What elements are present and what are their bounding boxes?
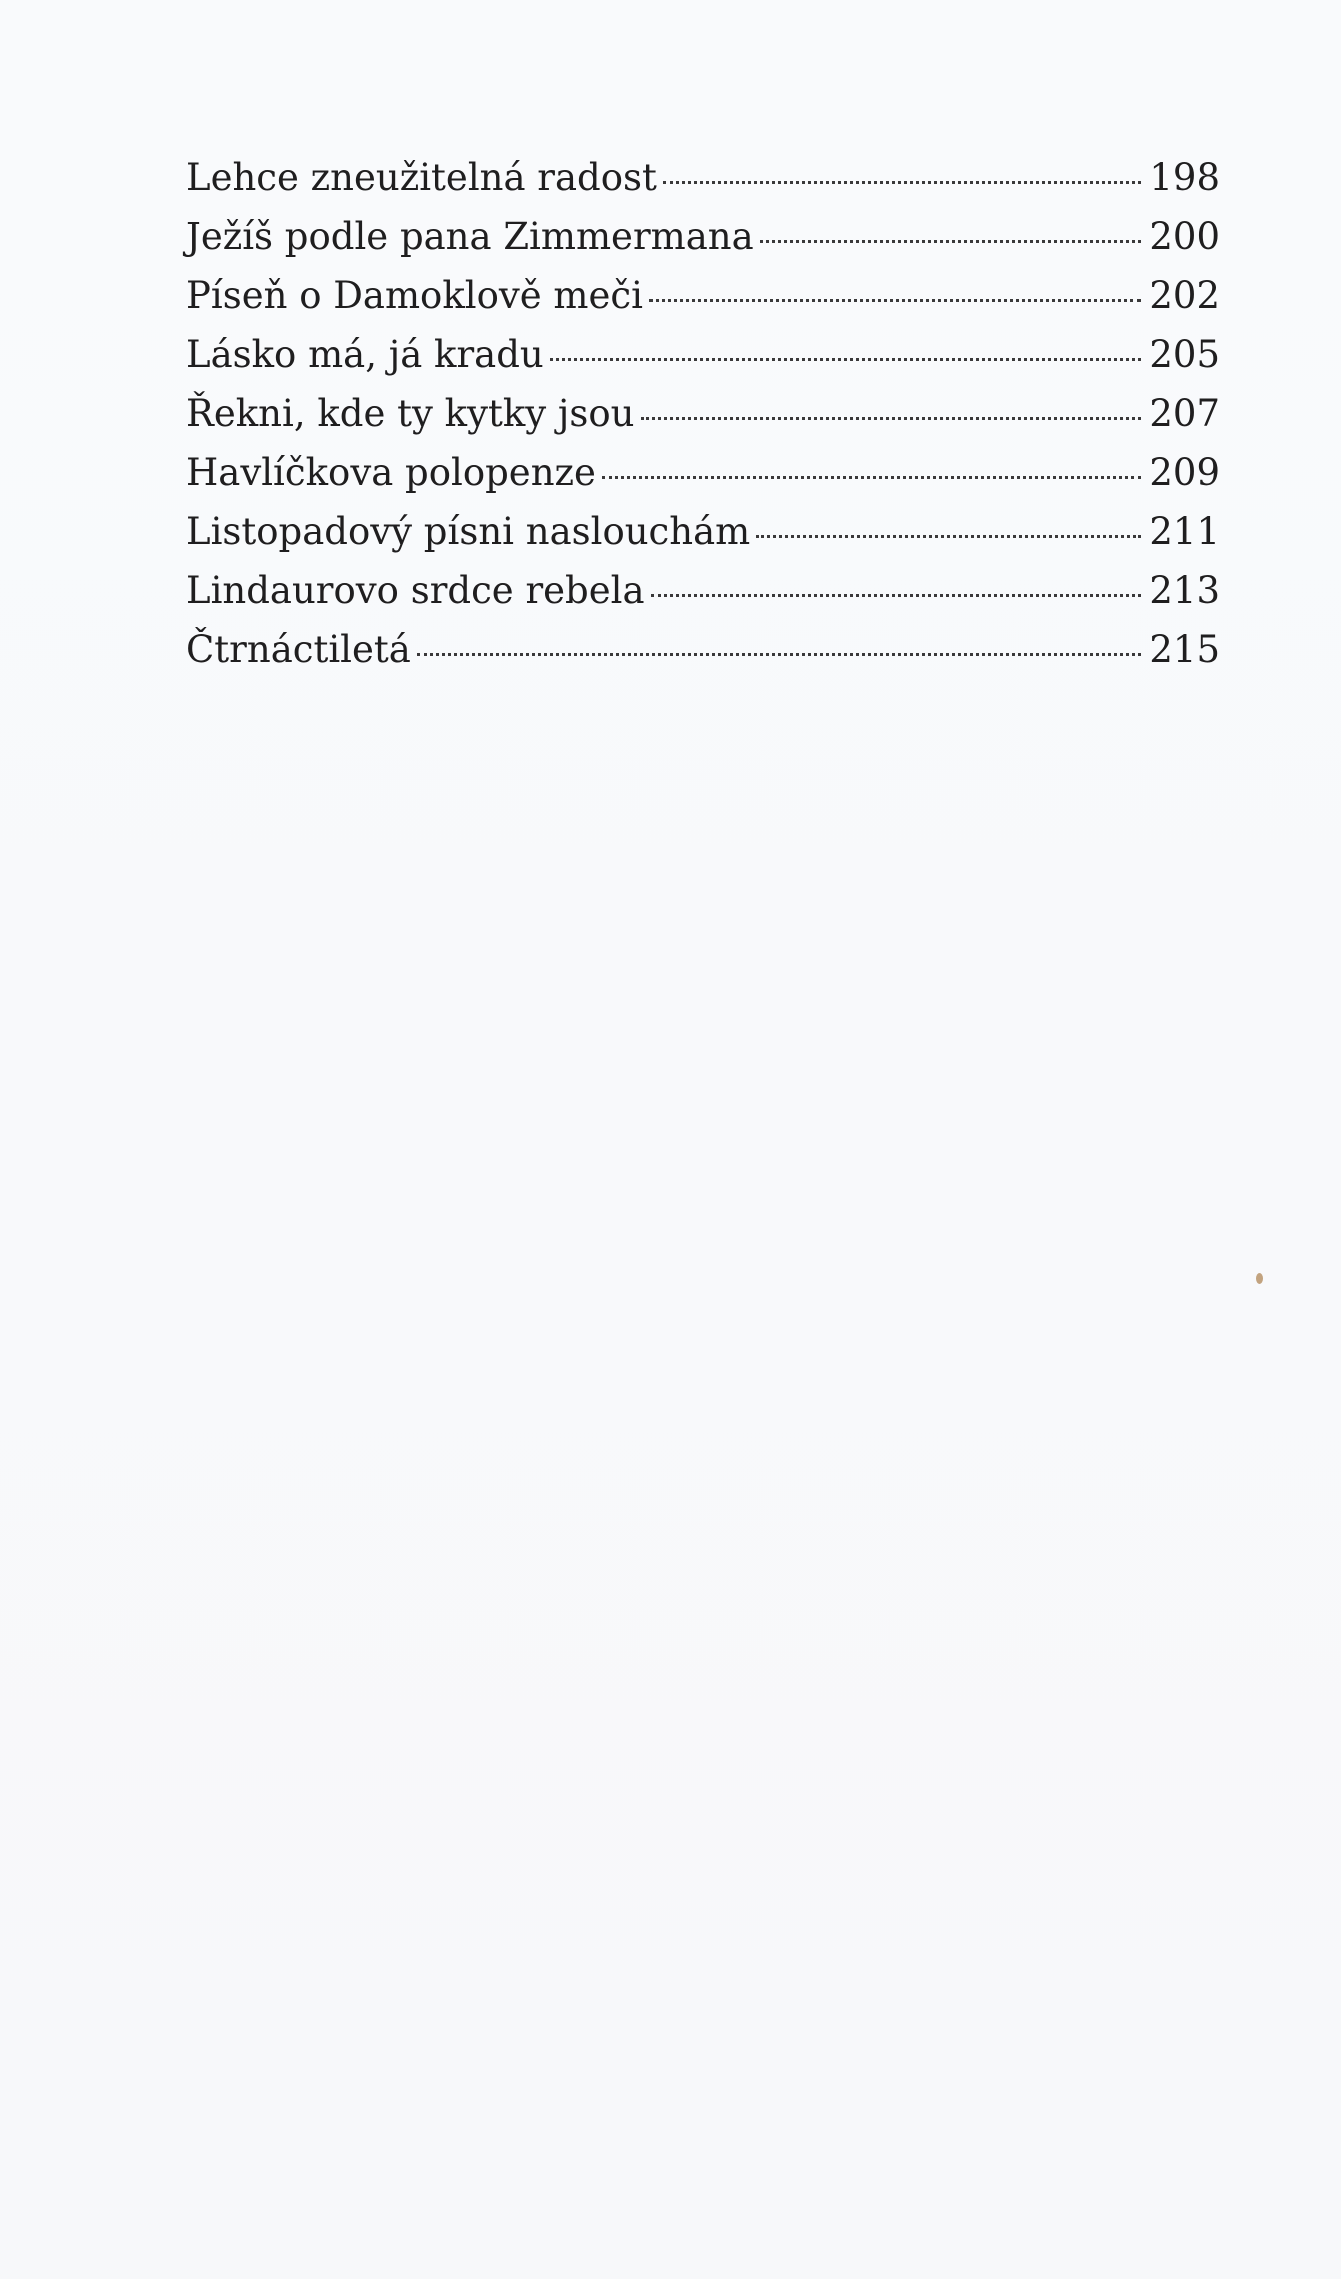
toc-entry-page-number: 209 <box>1149 451 1220 494</box>
toc-entry-page-number: 205 <box>1149 333 1220 376</box>
toc-entry-page-number: 200 <box>1149 215 1220 258</box>
dot-leader <box>651 594 1142 597</box>
toc-entry <box>186 569 1220 628</box>
toc-entry-title: Píseň o Damoklově meči <box>186 274 643 317</box>
toc-entry-page-number: 211 <box>1149 510 1220 553</box>
dot-leader <box>760 240 1142 243</box>
toc-entry-title: Čtrnáctiletá <box>186 628 411 671</box>
dot-leader <box>417 653 1142 656</box>
toc-entry <box>186 392 1220 451</box>
toc-entry-title: Listopadový písni naslouchám <box>186 510 751 553</box>
toc-entry-title: Havlíčkova polopenze <box>186 451 596 494</box>
toc-entry-page-number: 198 <box>1149 156 1220 199</box>
toc-entry-title: Ježíš podle pana Zimmermana <box>186 215 754 258</box>
table-of-contents <box>186 156 1220 687</box>
toc-entry <box>186 510 1220 569</box>
toc-entry-title: Lehce zneužitelná radost <box>186 156 657 199</box>
toc-entry <box>186 333 1220 392</box>
toc-entry-page-number: 207 <box>1149 392 1220 435</box>
dot-leader <box>649 299 1141 302</box>
toc-entry-title: Řekni, kde ty kytky jsou <box>186 392 635 435</box>
toc-entry-page-number: 213 <box>1149 569 1220 612</box>
dot-leader <box>756 535 1141 538</box>
toc-entry <box>186 215 1220 274</box>
toc-entry-page-number: 202 <box>1149 274 1220 317</box>
toc-entry <box>186 628 1220 687</box>
paper-speck <box>1256 1273 1263 1284</box>
toc-entry <box>186 451 1220 510</box>
dot-leader <box>550 358 1142 361</box>
toc-entry-title: Lindaurovo srdce rebela <box>186 569 645 612</box>
toc-entry <box>186 274 1220 333</box>
dot-leader <box>663 181 1142 184</box>
dot-leader <box>641 417 1142 420</box>
dot-leader <box>602 476 1141 479</box>
toc-entry-title: Lásko má, já kradu <box>186 333 544 376</box>
toc-entry <box>186 156 1220 215</box>
toc-entry-page-number: 215 <box>1149 628 1220 671</box>
